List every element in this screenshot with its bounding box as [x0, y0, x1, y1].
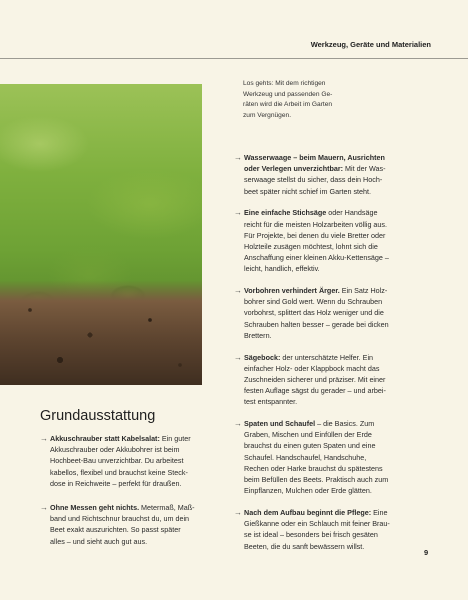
list-item	[234, 352, 434, 408]
page-number: 9	[424, 548, 429, 557]
arrow-icon: →	[234, 507, 242, 517]
item-lead: Nach dem Aufbau beginnt die Pflege:	[244, 507, 372, 517]
item-body: – die Basics. Zum Graben, Mischen und Einfüllen der Erde brauchst du einen guten Spaten und eine Schaufel. Handschaufel, Handschuhe, Rechen oder Harke brauchst du spätestens beim Befüllen des Beets. Praktisch auch zum Einpflanzen, Mulchen oder Erde glätten.	[244, 419, 389, 496]
list-item	[234, 418, 434, 496]
item-lead: Wasserwaage – beim Mauern, Ausrichten oder Verlegen unverzichtbar:	[244, 153, 385, 174]
item-lead: Vorbohren verhindert Ärger.	[244, 286, 340, 296]
item-lead: Eine einfache Stichsäge	[244, 208, 327, 218]
arrow-icon: →	[234, 153, 242, 162]
header-title: Werkzeug, Geräte und Materialien	[310, 40, 431, 49]
item-lead: Akkuschrauber statt Kabelsalat:	[50, 434, 160, 443]
arrow-icon: →	[234, 208, 242, 218]
garden-photo	[0, 84, 202, 385]
item-body: Eine Gießkanne oder ein Schlauch mit feiner Brau- se ist ideal – besonders bei frisch gesäten Beeten, die du sanft bewässern willst.	[244, 507, 390, 551]
section-title: Grundausstattung	[40, 408, 156, 424]
arrow-icon: →	[234, 352, 242, 362]
item-lead: Sägebock:	[244, 352, 281, 362]
item-body: der unterschätzte Helfer. Ein einfacher Holz- oder Klappbock macht das Zuschneiden sicherer und präziser. Mit einer festen Auflage sägst du gerader – und arbei- test entspannter.	[244, 352, 386, 407]
item-body: Ein Satz Holz- bohrer sind Gold wert. Wenn du Schrauben vorbohrst, splittert das Holz weniger und die Schrauben halten besser – gerade bei dicken Brettern.	[244, 286, 389, 340]
arrow-icon: →	[40, 503, 48, 513]
list-item	[234, 207, 434, 274]
item-body: oder Handsäge reicht für die meisten Holzarbeiten völlig aus. Für Projekte, bei denen du viele Bretter oder Holzteile zusägen möchtest, lohnt sich die Anschaffung einer kleinen Akku-Kettensäge – leicht, handlich, effektiv.	[244, 208, 389, 274]
item-body: Ein guter Akkuschrauber oder Akkubohrer ist beim Hochbeet-Bau unverzichtbar. Du arbeitest kabellos, flexibel und brauchst keine Steck- dose in Reichweite – perfekt für draußen.	[50, 434, 191, 488]
list-item	[234, 507, 434, 552]
arrow-icon: →	[234, 286, 242, 296]
left-column	[40, 408, 215, 560]
list-item	[234, 152, 434, 197]
page-header	[0, 36, 468, 59]
arrow-icon: →	[40, 434, 48, 443]
list-item	[40, 502, 215, 547]
soil-area	[0, 280, 202, 385]
intro-caption: Los gehts: Mit dem richtigen Werkzeug und passenden Ge- räten wird die Arbeit im Garten zum Vergnügen.	[243, 80, 333, 119]
right-column	[234, 152, 434, 562]
item-lead: Spaten und Schaufel	[244, 419, 316, 429]
item-body: Mit der Was- serwaage stellst du sicher, dass dein Hoch- beet später nicht schief im Garten steht.	[244, 164, 386, 196]
arrow-icon: →	[234, 419, 242, 429]
item-body: Metermaß, Maß- band und Richtschnur brauchst du, um dein Beet exakt auszurichten. So passt später alles – und sieht auch gut aus.	[50, 503, 195, 546]
item-lead: Ohne Messen geht nichts.	[50, 503, 140, 513]
list-item	[40, 433, 215, 489]
list-item	[234, 285, 434, 341]
